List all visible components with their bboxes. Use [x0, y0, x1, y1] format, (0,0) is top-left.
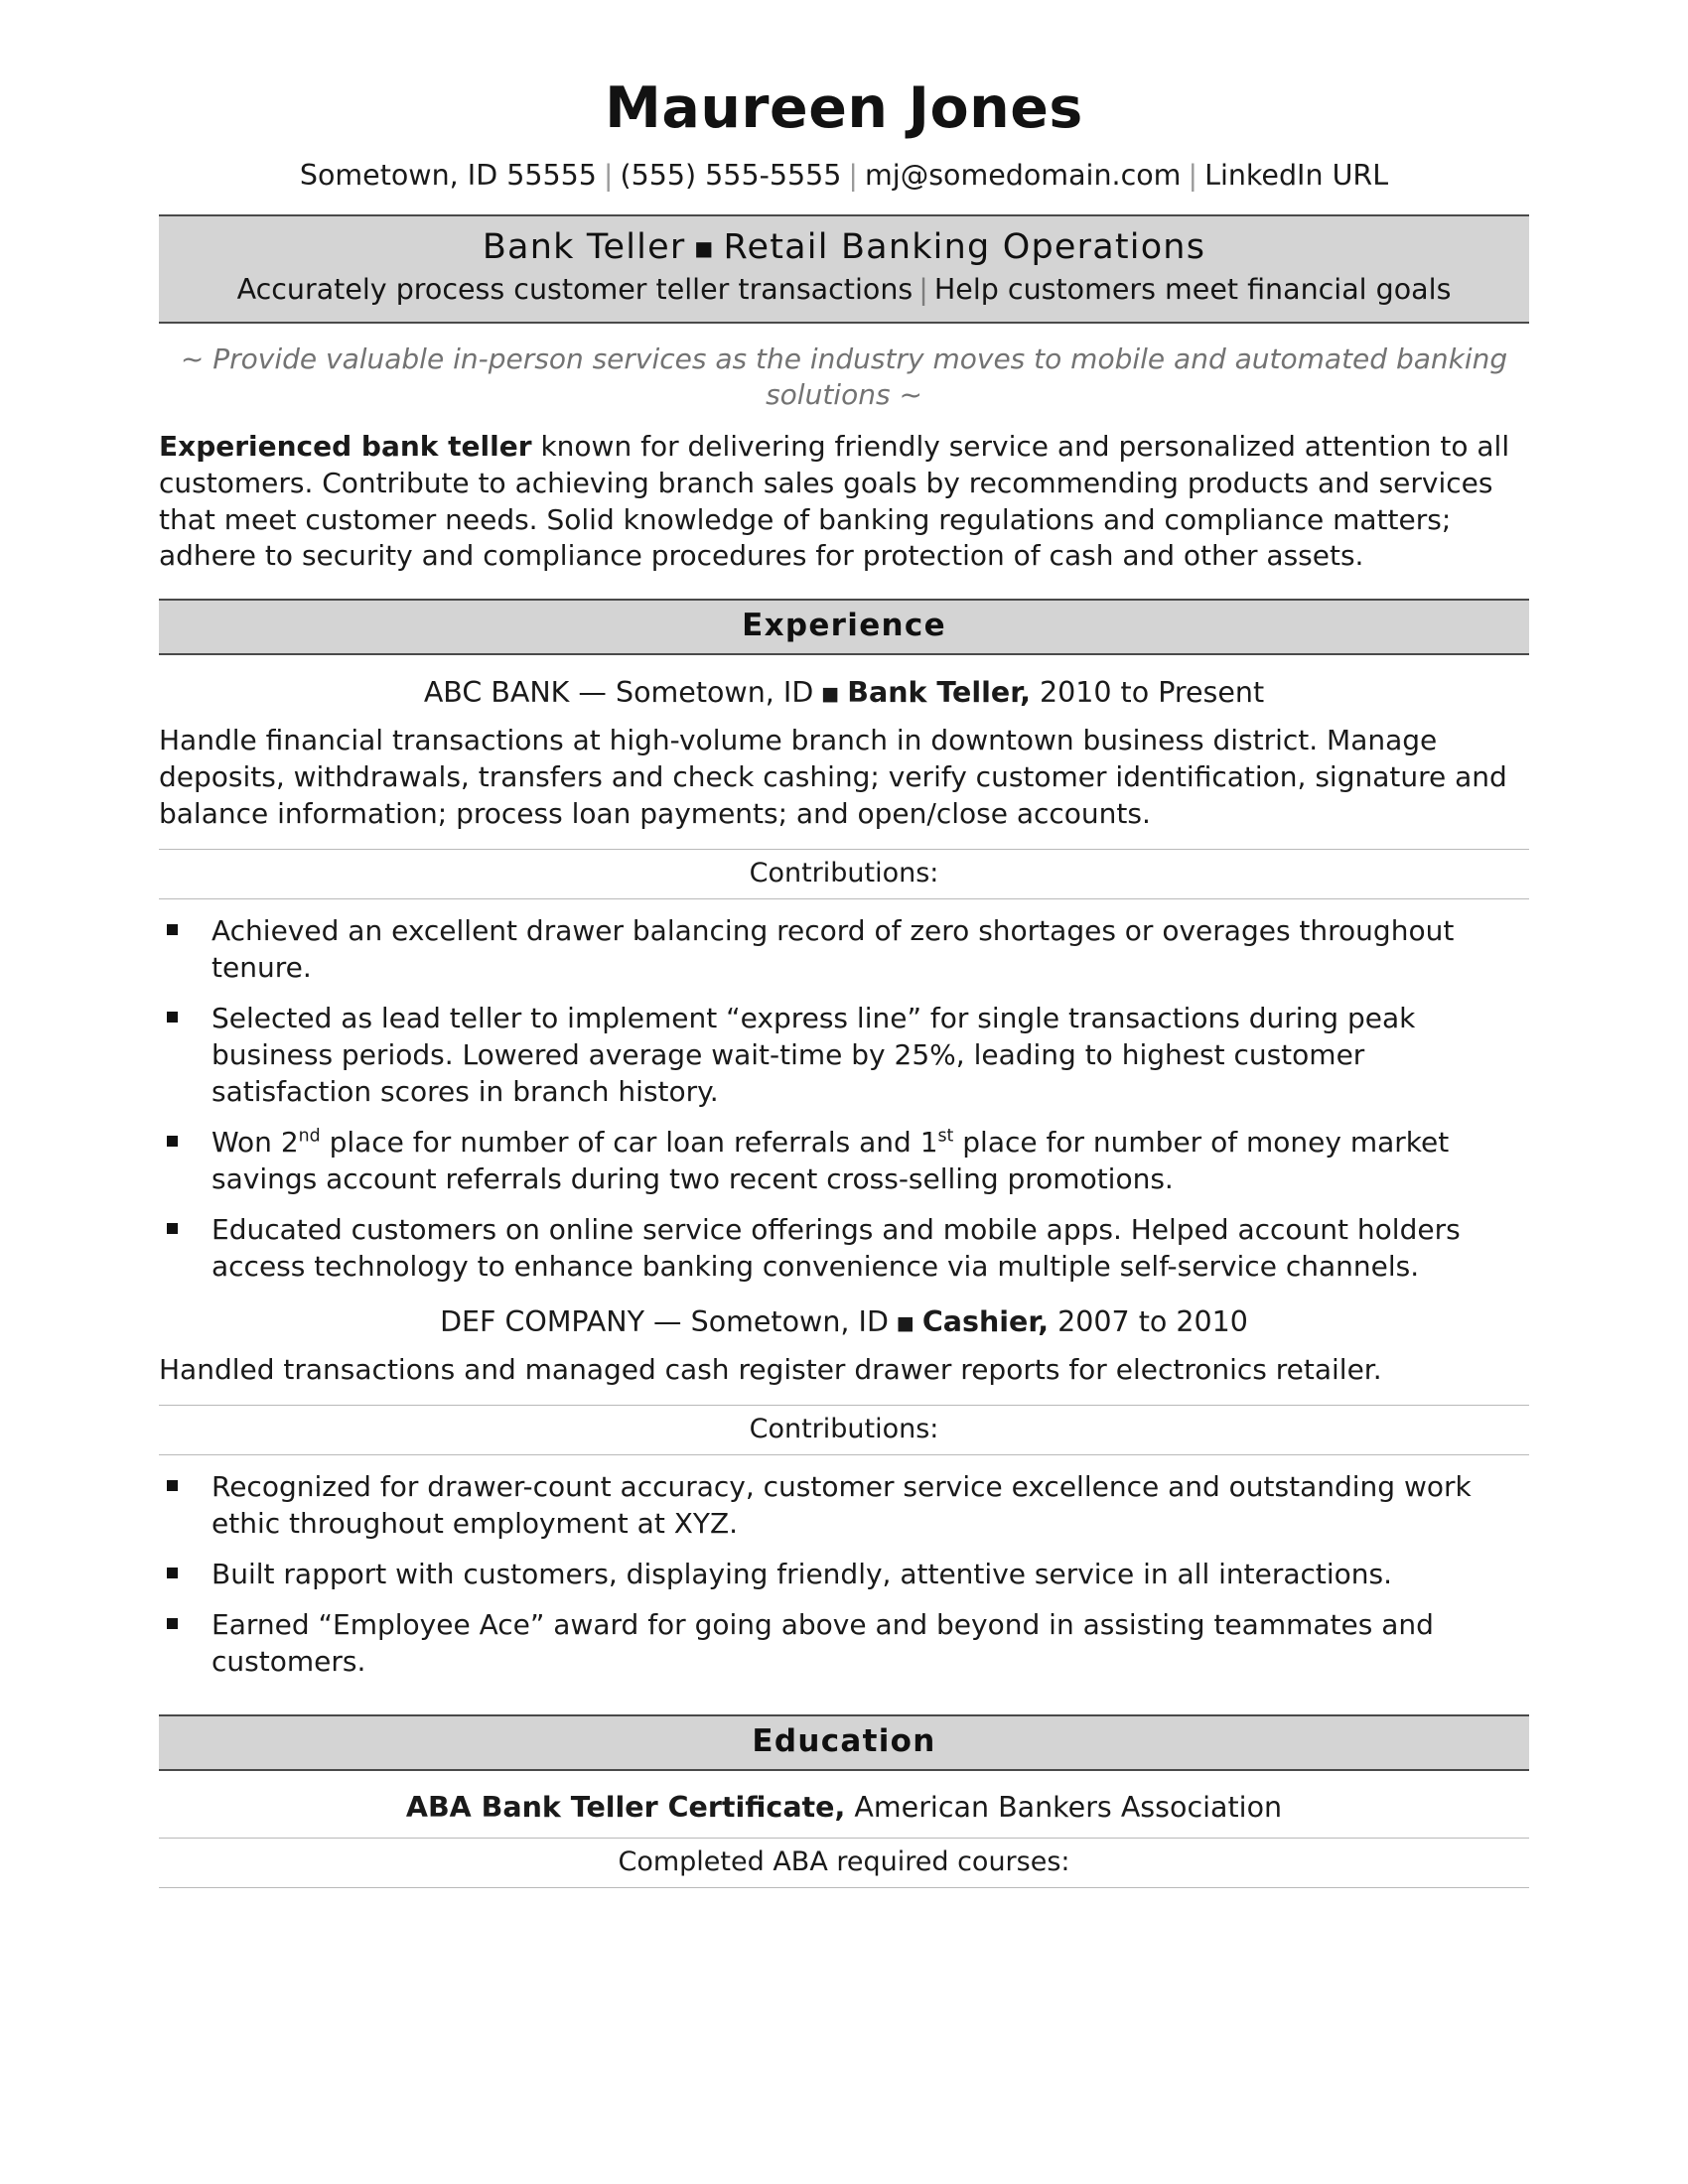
contact-email[interactable]: mj@somedomain.com	[865, 158, 1182, 192]
summary-paragraph	[159, 429, 1529, 576]
education-entry	[159, 1791, 1529, 1824]
square-bullet-icon	[167, 1618, 178, 1629]
contact-separator-3: |	[1188, 158, 1198, 192]
job-role: Cashier,	[921, 1305, 1050, 1339]
list-item	[159, 913, 1529, 987]
job-header	[159, 675, 1529, 711]
contributions-label: Contributions:	[159, 1405, 1529, 1455]
contact-line	[159, 158, 1529, 194]
list-item-text: Built rapport with customers, displaying friendly, attentive service in all interactions.	[211, 1557, 1393, 1590]
list-item	[159, 1212, 1529, 1286]
headline-part-1: Bank Teller	[482, 227, 686, 268]
contact-location: Sometown, ID 55555	[299, 158, 597, 192]
professional-headline	[171, 226, 1517, 268]
square-bullet-icon	[167, 1568, 178, 1578]
list-item-text: Selected as lead teller to implement “express line” for single transactions during peak business periods. Lowered average wait-time by 25%, leading to highest customer satisfaction scores in branch history.	[211, 1001, 1416, 1108]
list-item	[159, 1001, 1529, 1111]
job-dates: 2010 to Present	[1030, 676, 1265, 710]
contributions-list	[159, 1469, 1529, 1681]
summary-lead: Experienced bank teller	[159, 429, 532, 463]
contributions-label: Contributions:	[159, 849, 1529, 899]
tagline: ~ Provide valuable in-person services as the industry moves to mobile and automated banking solutions ~	[180, 341, 1508, 411]
contact-separator-1: |	[603, 158, 614, 192]
square-bullet-icon	[167, 1480, 178, 1491]
education-courses-label: Completed ABA required courses:	[159, 1838, 1529, 1888]
contact-separator-2: |	[848, 158, 859, 192]
education-institution: American Bankers Association	[845, 1790, 1283, 1824]
list-item-text: Won 2nd place for number of car loan referrals and 1st place for number of money market savings account referrals during two recent cross-selling promotions.	[211, 1125, 1450, 1195]
section-header-experience	[159, 599, 1529, 655]
square-bullet-icon: ■	[694, 236, 715, 261]
contributions-list	[159, 913, 1529, 1286]
headline-part-2: Retail Banking Operations	[723, 227, 1206, 268]
square-bullet-icon	[167, 1223, 178, 1234]
job-description: Handled transactions and managed cash register drawer reports for electronics retailer.	[159, 1353, 1382, 1387]
list-item	[159, 1557, 1529, 1593]
subline-left: Accurately process customer teller transactions	[236, 273, 914, 307]
title-band	[159, 214, 1529, 324]
job-role: Bank Teller,	[847, 676, 1031, 710]
list-item-text: Educated customers on online service offerings and mobile apps. Helped account holders access technology to enhance banking convenience via multiple self-service channels.	[211, 1212, 1461, 1283]
job-employer: DEF COMPANY — Sometown, ID	[440, 1305, 889, 1339]
section-title-education: Education	[752, 1722, 936, 1759]
contact-linkedin[interactable]: LinkedIn URL	[1204, 158, 1389, 192]
list-item-text: Achieved an excellent drawer balancing record of zero shortages or overages throughout tenure.	[211, 913, 1455, 984]
section-header-education	[159, 1714, 1529, 1771]
list-item	[159, 1469, 1529, 1543]
summary-body: known for delivering friendly service and personalized attention to all customers. Contribute to achieving branch sales goals by recommending products and services that meet customer needs. Solid knowledge of banking regulations and compliance matters; adhere to security and compliance procedures for protection of cash and other assets.	[159, 429, 1510, 573]
education-credential: ABA Bank Teller Certificate,	[405, 1790, 846, 1824]
subline-right: Help customers meet financial goals	[933, 273, 1452, 307]
section-title-experience: Experience	[742, 608, 946, 644]
list-item	[159, 1607, 1529, 1681]
square-bullet-icon: ■	[821, 682, 840, 705]
job-employer: ABC BANK — Sometown, ID	[423, 676, 814, 710]
list-item	[159, 1125, 1529, 1198]
contact-phone: (555) 555-5555	[620, 158, 842, 192]
list-item-text: Recognized for drawer-count accuracy, customer service excellence and outstanding work ethic throughout employment at XYZ.	[211, 1470, 1472, 1540]
square-bullet-icon	[167, 1136, 178, 1147]
job-dates: 2007 to 2010	[1049, 1305, 1248, 1339]
square-bullet-icon: ■	[896, 1311, 914, 1334]
page-title: Maureen Jones	[605, 75, 1083, 141]
job-description: Handle financial transactions at high-volume branch in downtown business district. Manage deposits, withdrawals, transfers and check cashing; verify customer identification, signature and balance information; process loan payments; and open/close accounts.	[159, 724, 1507, 830]
subline-separator: |	[918, 273, 928, 307]
job-header	[159, 1304, 1529, 1340]
square-bullet-icon	[167, 1012, 178, 1023]
square-bullet-icon	[167, 924, 178, 935]
headline-subline	[171, 272, 1517, 308]
list-item-text: Earned “Employee Ace” award for going above and beyond in assisting teammates and customers.	[211, 1607, 1434, 1678]
